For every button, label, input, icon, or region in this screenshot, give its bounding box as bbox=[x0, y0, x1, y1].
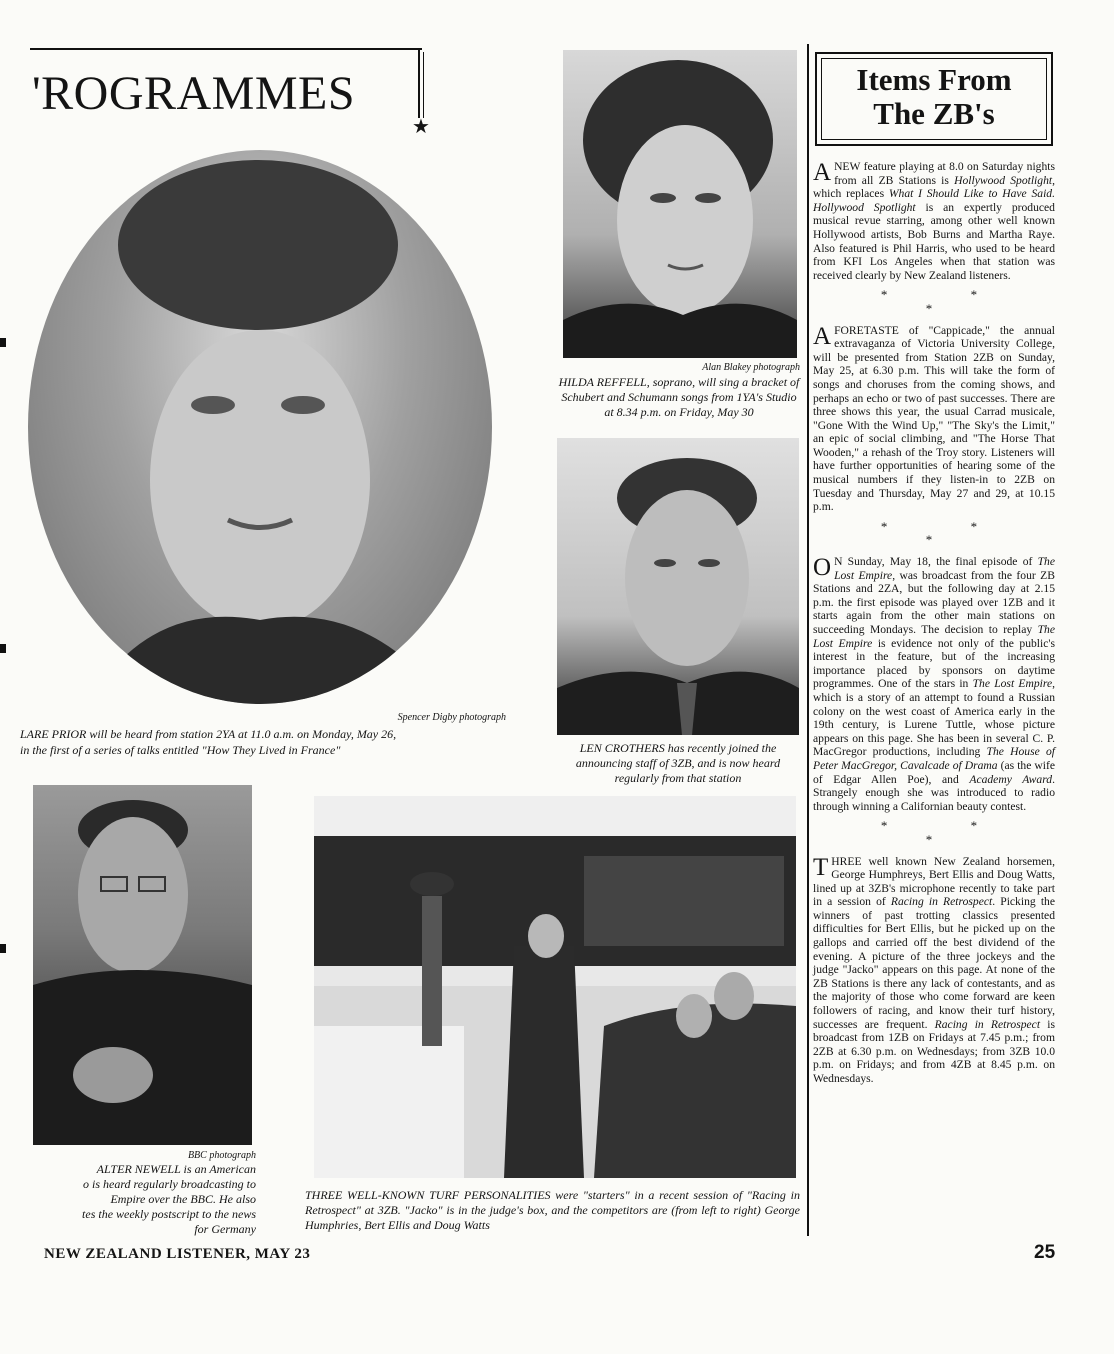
sidebar-item bbox=[813, 324, 1055, 514]
photo-len-crothers bbox=[557, 438, 799, 735]
caption-reffell: HILDA REFFELL, soprano, will sing a bracket of Schubert and Schumann songs from 1YA's Studio at 8.34 p.m. on Friday, May 30 bbox=[558, 375, 800, 419]
caption-newell-line1: ALTER NEWELL is an American bbox=[96, 1162, 256, 1176]
body-text: is evidence not only of the public's interest in the feature, but of the increasing importance placed by sponsors on daytime programmes. One of the stars in bbox=[813, 636, 1055, 691]
separator: * * * bbox=[880, 818, 1018, 847]
separator: * * * bbox=[880, 518, 1018, 548]
header-rule-top bbox=[30, 48, 422, 50]
drop-cap: O bbox=[813, 554, 832, 582]
sidebar-item bbox=[813, 555, 1055, 813]
header-rule-right bbox=[418, 48, 420, 118]
caption-prior-line2: in the first of a series of talks entitled "How They Lived in France" bbox=[20, 743, 341, 757]
header-rule-right-inner bbox=[423, 52, 424, 118]
margin-mark bbox=[0, 944, 6, 953]
credit-prior: Spencer Digby photograph bbox=[397, 712, 506, 723]
italic-title-text: The Lost Empire bbox=[813, 623, 1055, 650]
italic-title-text: What I Should Like to Have Said. Hollywood Spotlight bbox=[813, 187, 1055, 214]
italic-title-text: Academy Award bbox=[969, 772, 1053, 786]
credit-newell: BBC photograph bbox=[187, 1150, 256, 1161]
photo-clare-prior bbox=[28, 150, 492, 704]
italic-title-text: Hollywood Spotlight bbox=[954, 173, 1053, 187]
body-text: NEW feature playing at 8.0 on Saturday nights from all ZB Stations is bbox=[834, 160, 1055, 187]
sidebar-title-line2: The ZB's bbox=[873, 96, 995, 131]
body-text: (as the wife of Edgar Allen Poe), and bbox=[813, 758, 1055, 786]
drop-cap: A bbox=[813, 159, 832, 186]
body-text: N Sunday, May 18, the final episode of bbox=[834, 555, 1038, 569]
italic-title-text: Racing in Retrospect bbox=[890, 895, 993, 909]
italic-title-text: Racing in Retrospect bbox=[934, 1017, 1041, 1031]
photo-walter-newell bbox=[33, 785, 252, 1145]
body-text: , which is a story of an attempt to found a Russian colony on the west coast of America early in the 19th century, is Lurene Tuttle, whose picture appears on this page. She has been in several C. P. MacGregor productions, including bbox=[813, 677, 1055, 759]
photo-turf-personalities bbox=[314, 796, 796, 1178]
separator: * * * bbox=[880, 287, 1018, 316]
italic-title-text: The Lost Empire bbox=[834, 555, 1055, 582]
caption-turf: THREE WELL-KNOWN TURF PERSONALITIES were "starters" in a recent session of "Racing in Retrospect" at 3ZB. "Jacko" is in the judge's box, and the competitors are (from left to right) George Humphries, Bert Ellis and Doug Watts bbox=[305, 1188, 800, 1232]
drop-cap: T bbox=[813, 853, 829, 881]
margin-mark bbox=[0, 644, 6, 653]
margin-mark bbox=[0, 338, 6, 347]
sidebar-item bbox=[813, 855, 1055, 1086]
body-text: . Strangely enough she was introduced to radio through winning a Californian beauty contest. bbox=[813, 772, 1055, 813]
caption-newell-line3: Empire over the BBC. He also bbox=[110, 1192, 256, 1206]
body-text: . Picking the winners of past trotting classics presented difficulties for Bert Ellis, but he picked up on the gallops and carried off the best dividend of the evening. A picture of the three jockeys and the judge "Jacko" appears on this page. At none of the ZB Stations is there any lack of contestants, and as the majority of those who come forward are keen followers of racing, and know their turf history, successes are frequent. bbox=[813, 895, 1055, 1031]
caption-newell-line5: for Germany bbox=[194, 1222, 256, 1236]
body-text: FORETASTE of "Cappicade," the annual extravaganza of Victoria University College, will be presented from Station 2ZB on Sunday, May 25, at 6.30 p.m. This will take the form of songs and choruses from the coming shows, and perhaps an echo or two of past successes. There are three shows this year, the usual Carrad musicale, "Gone With the Wind Up," "The Sky's the Limit," an epic of social climbing, and "The Horse That Wooden," a rehash of the Troy story. Listeners will have further opportunities of hearing some of the musical numbers if they listen-in to 2ZB on Tuesday and Thursday, May 27 and 29, at 10.15 p.m. bbox=[813, 323, 1055, 514]
sidebar-rule bbox=[807, 44, 809, 1236]
sidebar-column bbox=[813, 160, 1055, 1086]
page-number: 25 bbox=[1034, 1242, 1056, 1263]
credit-reffell: Alan Blakey photograph bbox=[702, 362, 800, 373]
caption-newell-line4: tes the weekly postscript to the news bbox=[82, 1207, 256, 1221]
body-text: is broadcast from 1ZB on Fridays at 7.45 p.m.; from 2ZB at 6.30 p.m. on Wednesdays; from 3ZB 10.0 p.m. on Fridays; and from 4ZB at 8.45 p.m. on Wednesdays. bbox=[813, 1017, 1055, 1085]
caption-crothers: LEN CROTHERS has recently joined the announcing staff of 3ZB, and is now heard regularly from that station bbox=[575, 741, 781, 785]
photo-hilda-reffell bbox=[563, 50, 797, 358]
drop-cap: A bbox=[813, 322, 832, 350]
sidebar-title-line1: Items From bbox=[856, 62, 1012, 97]
star-icon: ★ bbox=[412, 116, 430, 138]
body-text: is an expertly produced musical revue starring, among other well known Hollywood artists, Bob Burns and Martha Raye. Also featured is Phil Harris, who used to be heard from KFI Los Angeles when that station was received clearly by New Zealand listeners. bbox=[813, 200, 1055, 282]
sidebar-item bbox=[813, 160, 1055, 282]
body-text: , was broadcast from the four ZB Stations and 2ZA, but the following day at 2.15 p.m. the first episode was played over 1ZB and it starts again from the other main stations on succeeding Mondays. The decision to replay bbox=[813, 568, 1056, 636]
caption-prior-line1: LARE PRIOR will be heard from station 2YA at 11.0 a.m. on Monday, May 26, bbox=[20, 727, 397, 741]
body-text: , which replaces bbox=[813, 173, 1056, 201]
caption-newell-line2: o is heard regularly broadcasting to bbox=[83, 1177, 256, 1191]
footer-publication: NEW ZEALAND LISTENER, MAY 23 bbox=[44, 1246, 311, 1262]
italic-title-text: The Lost Empire bbox=[972, 677, 1053, 691]
body-text: HREE well known New Zealand horsemen, George Humphreys, Bert Ellis and Doug Watts, lined up at 3ZB's microphone recently to take part in a session of bbox=[813, 854, 1055, 909]
italic-title-text: The House of Peter MacGregor, Cavalcade of Drama bbox=[813, 745, 1055, 772]
page-title: 'ROGRAMMES bbox=[32, 67, 356, 120]
